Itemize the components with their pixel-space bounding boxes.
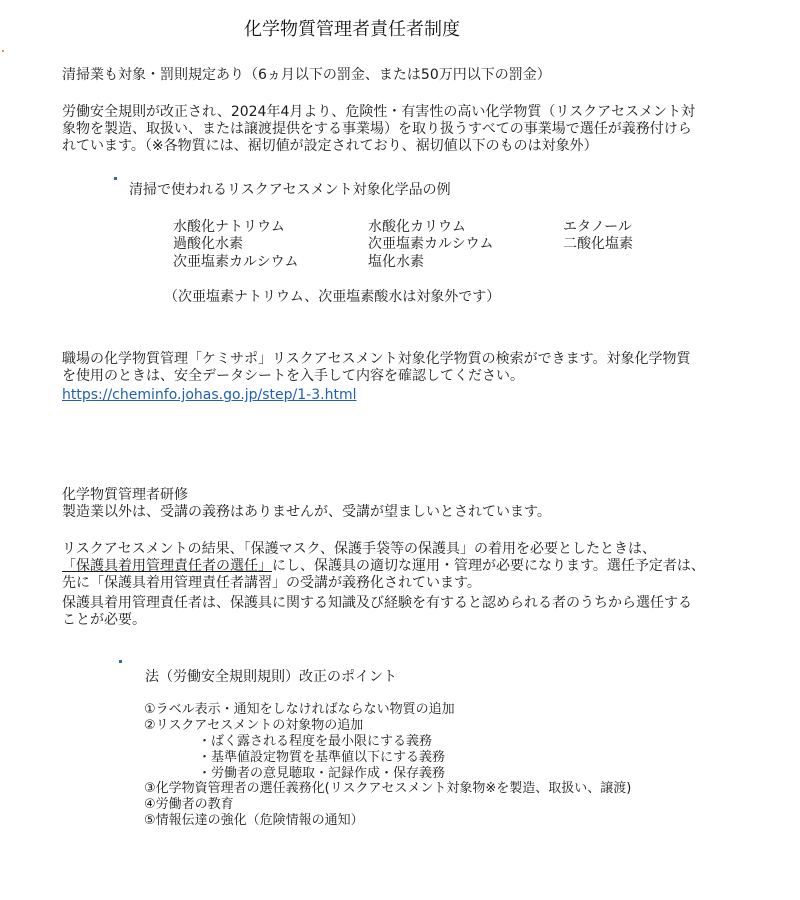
point-item: ⑤情報伝達の強化（危険情報の通知） bbox=[144, 813, 364, 828]
chemical-item: 塩化水素 bbox=[368, 254, 424, 270]
point-subitem: ・ばく露される程度を最小限にする義務 bbox=[198, 734, 433, 749]
point-subitem: ・労働者の意見聴取・記録作成・保存義務 bbox=[198, 766, 446, 781]
point-subitem: ・基準値設定物質を基準値以下にする義務 bbox=[198, 750, 446, 765]
ppe-line: リスクアセスメントの結果、「保護マスク、保護手袋等の保護具」の着用を必要としたときは、 bbox=[62, 541, 657, 557]
penalty-text: 清掃業も対象・罰則規定あり（6ヵ月以下の罰金、または50万円以下の罰金） bbox=[62, 67, 551, 83]
examples-heading: 清掃で使われるリスクアセスメント対象化学品の例 bbox=[129, 182, 451, 198]
training-heading: 化学物質管理者研修 bbox=[62, 487, 188, 503]
chemical-item: 二酸化塩素 bbox=[563, 236, 633, 252]
bullet-icon bbox=[114, 177, 117, 180]
page-title: 化学物質管理者責任者制度 bbox=[244, 19, 460, 40]
training-text: 製造業以外は、受講の義務はありませんが、受講が望ましいとされています。 bbox=[62, 504, 551, 520]
exclusion-note: （次亜塩素ナトリウム、次亜塩素酸水は対象外です） bbox=[164, 289, 501, 305]
decorative-dot bbox=[2, 50, 4, 52]
chemical-item: エタノール bbox=[563, 219, 632, 235]
law-line: 象物を製造、取扱い、または譲渡提供をする事業場）を取り扱うすべての事業場で選任が義務付けら bbox=[62, 121, 692, 137]
chemical-item: 過酸化水素 bbox=[173, 236, 243, 252]
point-item: ①ラベル表示・通知をしなければならない物質の追加 bbox=[144, 702, 455, 717]
point-item: ④労働者の教育 bbox=[144, 797, 234, 812]
chemical-item: 次亜塩素カルシウム bbox=[173, 254, 299, 270]
point-item: ③化学物資管理者の選任義務化(リスクアセスメント対象物※を製造、取扱い、譲渡) bbox=[144, 781, 632, 796]
cheminfo-link[interactable]: https://cheminfo.johas.go.jp/step/1-3.html bbox=[62, 387, 357, 403]
point-item: ②リスクアセスメントの対象物の追加 bbox=[144, 718, 364, 733]
ppe-line: ことが必要。 bbox=[62, 612, 146, 628]
law-line: 労働安全規則が改正され、2024年4月より、危険性・有害性の高い化学物質（リスクアセスメント対 bbox=[62, 104, 695, 120]
search-line: を使用のときは、安全データシートを入手して内容を確認してください。 bbox=[62, 368, 524, 384]
law-line: れています。（※各物質には、裾切値が設定されており、裾切値以下のものは対象外） bbox=[62, 138, 598, 154]
search-line: 職場の化学物質管理「ケミサポ」リスクアセスメント対象化学物質の検索ができます。対象化学物質 bbox=[62, 351, 691, 367]
ppe-line bbox=[62, 558, 705, 575]
points-heading: 法（労働安全規則規則）改正のポイント bbox=[145, 669, 397, 685]
chemical-item: 水酸化カリウム bbox=[368, 219, 466, 235]
ppe-line: 保護具着用管理責任者は、保護具に関する知識及び経験を有すると認められる者のうちから選任する bbox=[62, 595, 692, 611]
ppe-line: 先に「保護具着用管理責任者講習」の受講が義務化されています。 bbox=[62, 575, 481, 591]
ppe-line-rest: にし、保護具の適切な運用・管理が必要になります。選任予定者は、 bbox=[272, 558, 705, 574]
ppe-manager-appointment: 「保護具着用管理責任者の選任」 bbox=[62, 558, 272, 574]
chemical-item: 水酸化ナトリウム bbox=[173, 219, 285, 235]
bullet-icon bbox=[119, 660, 122, 663]
chemical-item: 次亜塩素カルシウム bbox=[368, 236, 494, 252]
